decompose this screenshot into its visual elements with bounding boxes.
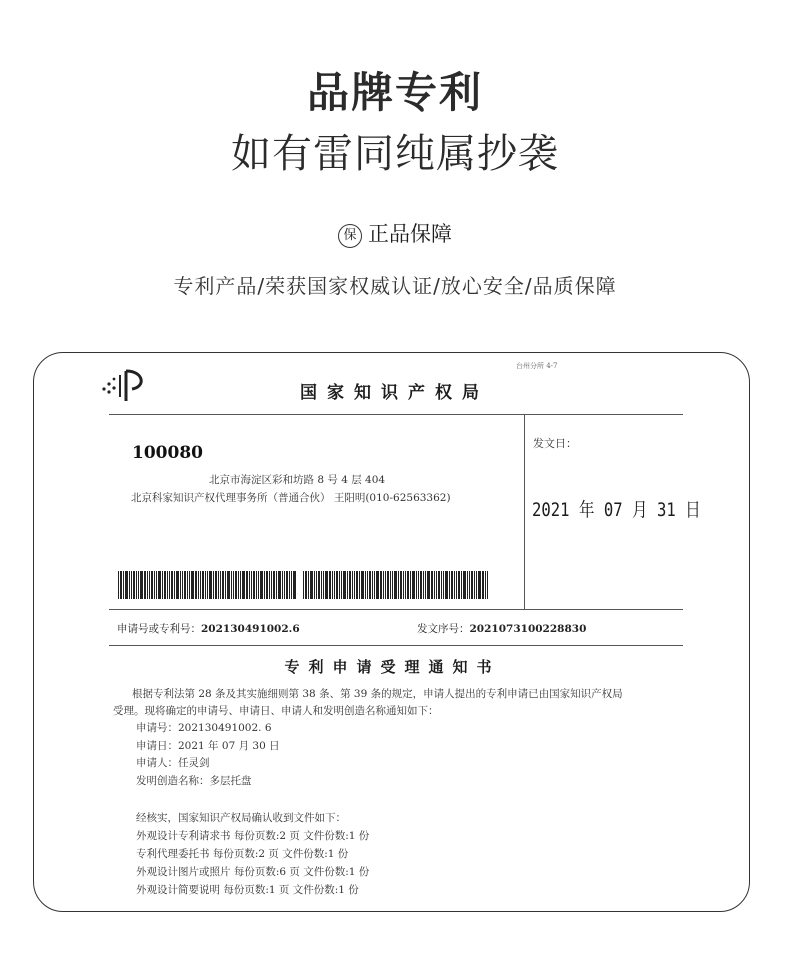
barcode-bar <box>445 571 448 599</box>
barcode-bar <box>180 571 181 599</box>
barcode-bar <box>187 571 188 599</box>
barcode-bar <box>240 571 241 599</box>
barcode-right <box>303 571 489 599</box>
barcode-bar <box>162 571 163 599</box>
barcode-bar <box>225 571 226 599</box>
barcode-bar <box>156 571 157 599</box>
notice-line: 外观设计简要说明 每份页数:1 页 文件份数:1 份 <box>136 884 359 896</box>
barcode-bar <box>174 571 175 599</box>
barcode-bar <box>200 571 201 599</box>
barcode-bar <box>412 571 415 599</box>
barcode-bar <box>383 571 384 599</box>
barcode-bar <box>147 571 148 599</box>
barcode-bar <box>264 571 265 599</box>
page-subtitle <box>227 122 563 179</box>
send-date-label: 发文日： <box>533 437 577 450</box>
barcode-bar <box>485 571 486 599</box>
barcode-bar <box>376 571 379 599</box>
patent-notice-document <box>34 353 750 912</box>
barcode-bar <box>253 571 255 599</box>
barcode-bar <box>154 571 155 599</box>
barcode-bar <box>149 571 150 599</box>
send-no-value: 2021073100228830 <box>469 623 587 635</box>
barcode-bar <box>198 571 199 599</box>
barcode-bar <box>238 571 239 599</box>
divider-appno <box>109 645 683 646</box>
barcode-bar <box>325 571 328 599</box>
guarantee-icon: 保 <box>338 224 362 248</box>
barcode-bar <box>420 571 422 599</box>
mailing-address: 北京市海淀区彩和坊路 8 号 4 层 404 <box>209 474 386 486</box>
barcode-bar <box>427 571 430 599</box>
send-no-label: 发文序号： <box>417 623 470 635</box>
barcode-bar <box>209 571 212 599</box>
send-number <box>417 621 586 636</box>
barcode-bar <box>249 571 250 599</box>
barcode-bar <box>323 571 324 599</box>
barcode-bar <box>133 571 135 599</box>
barcode-bar <box>398 571 399 599</box>
notice-line: 外观设计专利请求书 每份页数:2 页 文件份数:1 份 <box>136 830 370 842</box>
divider-top <box>109 414 683 415</box>
notice-line: 申请日：2021 年 07 月 30 日 <box>136 740 280 752</box>
barcode-bar <box>332 571 333 599</box>
barcode-bar <box>405 571 406 599</box>
barcode-bar <box>423 571 424 599</box>
barcode-bar <box>400 571 402 599</box>
barcode-bar <box>463 571 466 599</box>
barcode-bar <box>347 571 348 599</box>
barcode-bar <box>260 571 263 599</box>
postcode: 100080 <box>132 443 203 463</box>
notice-title: 专利申请受理通知书 <box>284 658 501 676</box>
barcode-bar <box>425 571 426 599</box>
barcode-bar <box>407 571 409 599</box>
application-number <box>117 621 300 636</box>
barcode-bar <box>341 571 342 599</box>
barcode-bar <box>354 571 355 599</box>
notice-line: 专利代理委托书 每份页数:2 页 文件份数:1 份 <box>136 848 349 860</box>
barcode-bar <box>191 571 194 599</box>
barcode-bar <box>273 571 275 599</box>
certificate-image <box>33 352 750 912</box>
barcode-bar <box>291 571 292 599</box>
notice-line: 外观设计图片或照片 每份页数:6 页 文件份数:1 份 <box>136 866 370 878</box>
divider-vertical <box>524 414 525 609</box>
guarantee-label: 正品保障 <box>368 222 452 246</box>
barcode-bar <box>227 571 230 599</box>
barcode-bar <box>469 571 470 599</box>
barcode-bar <box>449 571 450 599</box>
barcode-bar <box>316 571 317 599</box>
barcode-bar <box>431 571 433 599</box>
barcode-bar <box>390 571 391 599</box>
barcode-bar <box>380 571 382 599</box>
app-no-value: 202130491002.6 <box>201 623 300 635</box>
barcode-bar <box>205 571 206 599</box>
barcode-bar <box>293 571 296 599</box>
notice-line: 受理。现将确定的申请号、申请日、申请人和发明创造名称通知如下： <box>113 705 439 717</box>
barcode-bar <box>256 571 257 599</box>
barcode-bar <box>352 571 353 599</box>
notice-line: 根据专利法第 28 条及其实施细则第 38 条、第 39 条的规定，申请人提出的专利申请已由国家知识产权局 <box>132 688 623 700</box>
barcode-bar <box>120 571 122 599</box>
barcode-bar <box>458 571 460 599</box>
subtitle-wrap <box>0 122 790 179</box>
barcode-bar <box>356 571 358 599</box>
barcode-bar <box>334 571 335 599</box>
barcode-bar <box>213 571 214 599</box>
barcode-bar <box>310 571 313 599</box>
barcode-bar <box>286 571 288 599</box>
barcode-bar <box>167 571 168 599</box>
barcode-bar <box>361 571 364 599</box>
barcode-bar <box>207 571 208 599</box>
barcode-bar <box>176 571 179 599</box>
barcode-bar <box>365 571 366 599</box>
barcode-left <box>118 571 297 599</box>
barcode-bar <box>189 571 190 599</box>
barcode-bar <box>151 571 153 599</box>
barcode-bar <box>359 571 360 599</box>
barcode-bar <box>129 571 130 599</box>
barcode-bar <box>171 571 173 599</box>
barcode-bar <box>251 571 252 599</box>
barcode-bar <box>140 571 143 599</box>
barcode-bar <box>158 571 161 599</box>
barcode-bar <box>343 571 346 599</box>
barcode-bar <box>471 571 473 599</box>
barcode-bar <box>436 571 437 599</box>
barcode-bar <box>305 571 307 599</box>
barcode-bar <box>233 571 234 599</box>
barcode-bar <box>136 571 137 599</box>
app-no-label: 申请号或专利号： <box>117 623 201 635</box>
agent-info: 北京科家知识产权代理事务所（普通合伙） 王阳明(010-62563362) <box>131 492 451 504</box>
barcode-bar <box>403 571 404 599</box>
barcode-bar <box>467 571 468 599</box>
barcode-bar <box>443 571 444 599</box>
barcode-bar <box>131 571 132 599</box>
barcode-bar <box>184 571 186 599</box>
tagline: 专利产品/荣获国家权威认证/放心安全/品质保障 <box>173 274 617 298</box>
barcode-bar <box>461 571 462 599</box>
subtitle-text: 如有雷同纯属抄袭 <box>231 131 559 177</box>
barcode-bar <box>321 571 322 599</box>
notice-line: 申请人：任灵剑 <box>136 757 210 769</box>
barcode-bar <box>215 571 217 599</box>
barcode-bar <box>269 571 270 599</box>
notice-line: 申请号：202130491002. 6 <box>136 722 272 734</box>
barcode-bar <box>220 571 221 599</box>
barcode-bar <box>202 571 204 599</box>
barcode-bar <box>456 571 457 599</box>
barcode-bar <box>339 571 340 599</box>
barcode-bar <box>374 571 375 599</box>
barcode-bar <box>314 571 315 599</box>
notice-line: 经核实，国家知识产权局确认收到文件如下： <box>136 812 346 824</box>
barcode-bar <box>284 571 285 599</box>
agency-name: 国家知识产权局 <box>300 383 489 403</box>
barcode-bar <box>369 571 371 599</box>
barcode-bar <box>182 571 183 599</box>
barcode-bar <box>410 571 411 599</box>
send-date: 2021 年 07 月 31 日 <box>532 499 701 521</box>
barcode-bar <box>118 571 119 599</box>
barcode-bar <box>329 571 331 599</box>
page-title: 品牌专利 <box>306 68 483 117</box>
barcode-bar <box>487 571 488 599</box>
barcode-bar <box>231 571 232 599</box>
barcode-bar <box>349 571 351 599</box>
barcode-bar <box>451 571 453 599</box>
divider-mid <box>109 609 683 610</box>
barcode-bar <box>385 571 386 599</box>
barcode-bar <box>418 571 419 599</box>
barcode-bar <box>392 571 393 599</box>
guarantee-badge <box>0 218 790 248</box>
barcode-bar <box>258 571 259 599</box>
barcode-bar <box>336 571 338 599</box>
barcode-bar <box>482 571 484 599</box>
barcode-bar <box>169 571 170 599</box>
barcode-bar <box>195 571 197 599</box>
barcode-bar <box>416 571 417 599</box>
barcode-bar <box>282 571 283 599</box>
form-code: 台州分所 4-7 <box>516 362 558 370</box>
barcode-bar <box>218 571 219 599</box>
barcode-bar <box>454 571 455 599</box>
barcode-bar <box>308 571 309 599</box>
barcode-bar <box>438 571 440 599</box>
barcode-bar <box>246 571 248 599</box>
barcode-bar <box>434 571 435 599</box>
barcode-bar <box>222 571 224 599</box>
barcode-bar <box>474 571 475 599</box>
barcode-bar <box>318 571 320 599</box>
barcode-bar <box>164 571 166 599</box>
barcode-bar <box>278 571 281 599</box>
barcode-bar <box>367 571 368 599</box>
barcode-bar <box>242 571 245 599</box>
barcode-bar <box>123 571 124 599</box>
barcode-bar <box>276 571 277 599</box>
barcode-bar <box>271 571 272 599</box>
barcode-bar <box>478 571 481 599</box>
barcode-bar <box>266 571 268 599</box>
barcode-bar <box>394 571 397 599</box>
notice-line: 发明创造名称：多层托盘 <box>136 775 252 787</box>
barcode-bar <box>476 571 477 599</box>
cnipa-logo-icon <box>96 367 156 403</box>
barcode-bar <box>138 571 139 599</box>
barcode-bar <box>144 571 146 599</box>
barcode-bar <box>387 571 389 599</box>
barcode-bar <box>289 571 290 599</box>
barcode-bar <box>372 571 373 599</box>
barcode-bar <box>441 571 442 599</box>
barcode-bar <box>125 571 128 599</box>
barcode-bar <box>303 571 304 599</box>
barcode-bar <box>235 571 237 599</box>
